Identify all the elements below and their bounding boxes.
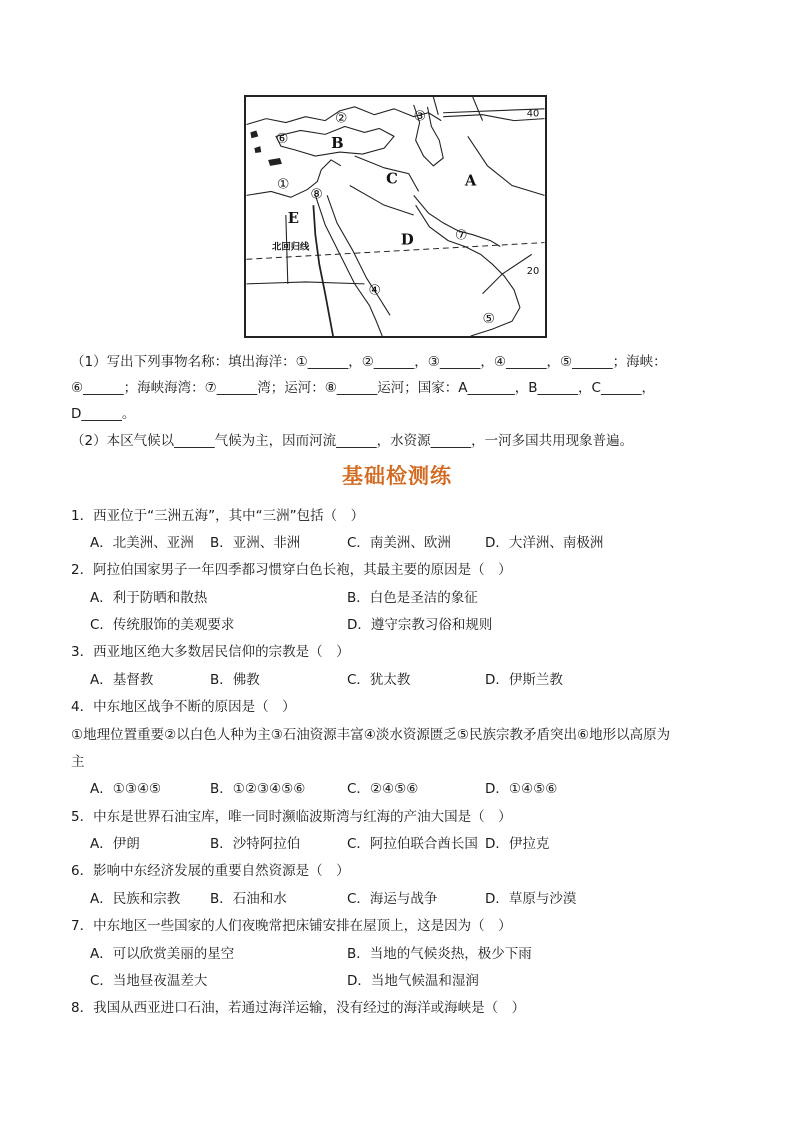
border-top-2 <box>433 97 438 115</box>
q1-line1: （1）写出下列事物名称：填出海洋：①______，②______，③______，④______，⑤______；海峡： <box>71 354 667 370</box>
island-2 <box>254 146 261 153</box>
label-n7: ⑦ <box>455 227 468 244</box>
q7-option-d: D．当地气候温和湿润 <box>347 973 479 989</box>
q7-stem: 7．中东地区一些国家的人们夜晚常把床铺安排在屋顶上，这是因为（ ） <box>71 918 512 934</box>
q7-option-b: B．当地的气候炎热，极少下雨 <box>347 946 532 962</box>
label-E: E <box>287 209 300 227</box>
q6-option-c: C．海运与战争 <box>347 891 438 907</box>
river-nile <box>313 205 333 336</box>
q5-stem: 5．中东是世界石油宝库，唯一同时濒临波斯湾与红海的产油大国是（ ） <box>71 809 512 825</box>
q4-statements-1: ①地理位置重要②以白色人种为主③石油资源丰富④淡水资源匮乏⑤民族宗教矛盾突出⑥地形以高原为 <box>71 727 671 743</box>
q4-stem: 4．中东地区战争不断的原因是（ ） <box>71 699 296 715</box>
section-title: 基础检测练 <box>342 463 452 488</box>
q5-option-d: D．伊拉克 <box>485 836 550 852</box>
label-tropic: 北回归线 <box>272 241 310 253</box>
label-lat40: 40 <box>526 108 540 120</box>
border-africa <box>246 282 364 284</box>
q1-stem: 1．西亚位于“三洲五海”，其中“三洲”包括（ ） <box>71 508 365 524</box>
q3-option-a: A．基督教 <box>90 672 154 688</box>
q1-option-d: D．大洋洲、南极洲 <box>485 535 604 551</box>
q4-option-d: D．①④⑤⑥ <box>485 781 558 797</box>
q3-option-b: B．佛教 <box>210 672 260 688</box>
coastline-arabia-east <box>416 205 520 336</box>
q3-stem: 3．西亚地区绝大多数居民信仰的宗教是（ ） <box>71 644 350 660</box>
map-svg <box>246 97 545 336</box>
q1-option-b: B．亚洲、非洲 <box>210 535 301 551</box>
q7-option-c: C．当地昼夜温差大 <box>90 973 208 989</box>
q8-stem: 8．我国从西亚进口石油，若通过海洋运输，没有经过的海洋或海峡是（ ） <box>71 1000 526 1016</box>
q3-option-d: D．伊斯兰教 <box>485 672 563 688</box>
q4-statements-2: 主 <box>71 754 85 770</box>
q2-line: （2）本区气候以______气候为主，因而河流______，水资源______，一河多国共用现象普遍。 <box>71 433 634 449</box>
q1-option-a: A．北美洲、亚洲 <box>90 535 194 551</box>
border-iran-east <box>468 136 545 195</box>
label-n8: ⑧ <box>310 186 323 203</box>
middle-east-map <box>244 95 547 338</box>
label-n5: ⑤ <box>482 311 495 328</box>
q6-option-b: B．石油和水 <box>210 891 287 907</box>
label-n3: ③ <box>413 108 427 125</box>
border-saudi-north <box>350 186 414 216</box>
q6-option-d: D．草原与沙漠 <box>485 891 577 907</box>
coastline-med-south <box>246 160 340 197</box>
island-crete <box>268 158 282 166</box>
q6-option-a: A．民族和宗教 <box>90 891 181 907</box>
q2-stem: 2．阿拉伯国家男子一年四季都习惯穿白色长袍，其最主要的原因是（ ） <box>71 562 512 578</box>
q1-option-c: C．南美洲、欧洲 <box>347 535 451 551</box>
q5-option-c: C．阿拉伯联合酋长国 <box>347 836 478 852</box>
label-D: D <box>400 231 414 249</box>
label-C: C <box>386 170 398 188</box>
coastline-red-sea-west <box>315 195 382 336</box>
label-n6: ⑥ <box>276 131 289 148</box>
q4-option-b: B．①②③④⑤⑥ <box>210 781 306 797</box>
q3-option-c: C．犹太教 <box>347 672 411 688</box>
q5-option-b: B．沙特阿拉伯 <box>210 836 301 852</box>
label-n4: ④ <box>368 282 381 299</box>
island-1 <box>250 130 258 138</box>
q4-option-c: C．②④⑤⑥ <box>347 781 419 797</box>
label-n2: ② <box>335 110 348 127</box>
q1-line2: ⑥______；海峡海湾：⑦______湾；运河：⑧______运河；国家：A_______，B______，C______， <box>71 380 655 396</box>
label-lat20: 20 <box>526 266 540 278</box>
label-A: A <box>464 172 477 190</box>
label-n1: ① <box>276 176 290 193</box>
border-top <box>473 97 483 121</box>
q5-option-a: A．伊朗 <box>90 836 140 852</box>
q2-option-d: D．遵守宗教习俗和规则 <box>347 617 493 633</box>
q2-option-c: C．传统服饰的美观要求 <box>90 617 235 633</box>
q1-line3: D______。 <box>71 406 136 422</box>
q6-stem: 6．影响中东经济发展的重要自然资源是（ ） <box>71 863 350 879</box>
border-oman <box>483 254 532 293</box>
q2-option-b: B．白色是圣洁的象征 <box>347 590 478 606</box>
q4-option-a: A．①③④⑤ <box>90 781 162 797</box>
label-B: B <box>331 135 344 153</box>
q7-option-a: A．可以欣赏美丽的星空 <box>90 946 235 962</box>
q2-option-a: A．利于防晒和散热 <box>90 590 208 606</box>
